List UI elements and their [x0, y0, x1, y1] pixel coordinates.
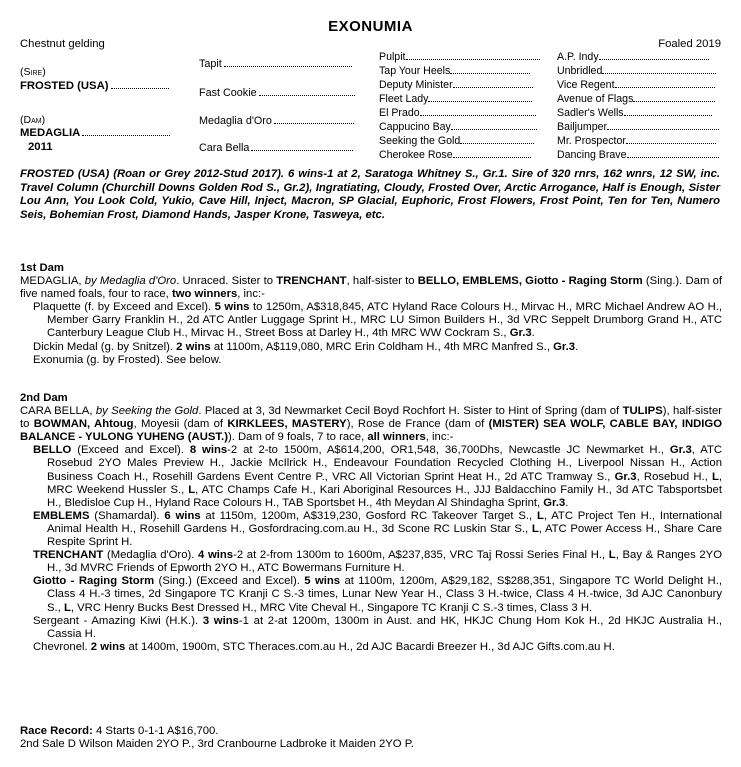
pedigree-gen2-tapit: Tapit	[199, 58, 352, 70]
pedigree-gen4-item: Dancing Brave	[557, 149, 719, 163]
dam-label: (Dam)	[20, 114, 46, 126]
foaled-year: Foaled 2019	[658, 38, 721, 50]
pedigree-gen3-item: Cherokee Rose	[379, 149, 531, 163]
pedigree-gen2-cara-bella: Cara Bella	[199, 142, 353, 154]
pedigree-gen2-medaglia-doro: Medaglia d'Oro	[199, 115, 354, 127]
dam-name: MEDAGLIA	[20, 127, 170, 139]
second-dam-description: CARA BELLA, by Seeking the Gold. Placed at 3, 3d Newmarket Cecil Boyd Rochfort H. Sister to Hint of Spring (dam of TULIPS), half-sister to BOWMAN, Ahtoug, Moyesii (dam of KIRKLEES, MASTERY), Rose de France (dam of (MISTER) SEA WOLF, CABLE BAY, INDIGO BALANCE - YULONG YUHENG (AUST.)). Dam of 9 foals, 7 to race, all winners, inc:-	[20, 405, 722, 444]
pedigree-gen3-item: Cappucino Bay	[379, 121, 537, 135]
second-dam-section	[20, 392, 722, 654]
sire-record: FROSTED (USA) (Roan or Grey 2012-Stud 2017). 6 wins-1 at 2, Saratoga Whitney S., Gr.1. Sire of 320 rnrs, 162 wnrs, 12 SW, inc. Travel Column (Churchill Downs Golden Rod S., Gr.2), Ingratiating, Cloudy, Frosted Over, Arctic Arrogance, Half is Enough, Sister Lou Ann, You Look Cold, Yukio, Cave Hill, Inject, Macron, SP Glacial, Euphoric, Frost Flowers, Frost Point, Ten for Ten, Numero Seis, Bohemian Frost, Diamond Hands, Jasper Krone, Tasweya, etc.	[20, 168, 720, 221]
first-dam-description: MEDAGLIA, by Medaglia d'Oro. Unraced. Sister to TRENCHANT, half-sister to BELLO, EMBLEMS, Giotto - Raging Storm (Sing.). Dam of five named foals, four to race, two winners, inc:-	[20, 275, 722, 301]
produce-chevronel: Chevronel. 2 wins at 1400m, 1900m, STC Theraces.com.au H., 2d AJC Bacardi Breezer H., 3d AJC Gifts.com.au H.	[33, 640, 615, 653]
pedigree-gen4-item: Vice Regent	[557, 79, 715, 93]
race-record-section	[20, 725, 722, 751]
race-record-placings: 2nd Sale D Wilson Maiden 2YO P., 3rd Cranbourne Ladbroke it Maiden 2YO P.	[20, 738, 414, 751]
produce-trenchant: TRENCHANT (Medaglia d'Oro). 4 wins-2 at 2-from 1300m to 1600m, A$237,835, VRC Taj Rossi Series Final H., L, Bay & Ranges 2YO H., 3d MVRC Friends of Epworth 2YO H., ATC Bowermans Furniture H.	[33, 549, 722, 575]
sire-label: (Sire)	[20, 66, 46, 78]
pedigree-gen3-item: Pulpit	[379, 51, 540, 65]
pedigree-gen3-item: Tap Your Heels	[379, 65, 530, 79]
pedigree-gen4-item: Mr. Prospector	[557, 135, 716, 149]
produce-plaquette: Plaquette (f. by Exceed and Excel). 5 wins to 1250m, A$318,845, ATC Hyland Race Colours H., Mirvac H., MRC Michael Andrew AO H., Member Garry Franklin H., 2d ATC Antler Luggage Sprint H., MRC LU Simon Builders H., 3d VRC Seppelt Drumborg Grand H., ATC Canterbury League Club H., Mirvac H., Street Boss at Darley H., 4th MRC WW Cockram S., Gr.3.	[33, 301, 723, 340]
pedigree-gen2-fast-cookie: Fast Cookie	[199, 87, 355, 99]
sire-name: FROSTED (USA)	[20, 80, 169, 92]
produce-giotto: Giotto - Raging Storm (Sing.) (Exceed and Excel). 5 wins at 1100m, 1200m, A$29,182, S$288,351, Singapore TC World Delight H., Class 4 H.-3 times, 2d Singapore TC Kranji C S.-3 times, Lunar New Year H., Class 3 H.-twice, Class 4 H.-twice, 3d AJC Canonbury S., L, VRC Henry Bucks Best Dressed H., MRC Vite Cheval H., Singapore TC Kranji C S.-3 times, Class 3 H.	[33, 575, 722, 614]
pedigree-gen4-item: Avenue of Flags	[557, 93, 715, 107]
first-dam-heading: 1st Dam	[20, 262, 64, 274]
pedigree-gen4-item: Unbridled	[557, 65, 716, 79]
produce-sergeant: Sergeant - Amazing Kiwi (H.K.). 3 wins-1 at 2-at 1200m, 1300m in Aust. and HK, HKJC Chung Hom Kok H., 2d HKJC Australia H., Cassia H.	[33, 614, 723, 640]
produce-exonumia: Exonumia (g. by Frosted). See below.	[33, 353, 222, 366]
pedigree-gen4-item: Bailjumper	[557, 121, 719, 135]
dam-year: 2011	[28, 141, 53, 153]
pedigree-gen4-item: Sadler's Wells	[557, 107, 712, 121]
first-dam-section	[20, 262, 722, 367]
sex-colour: Chestnut gelding	[20, 38, 105, 50]
pedigree-gen3-item: Seeking the Gold	[379, 135, 534, 149]
horse-name-title: EXONUMIA	[328, 18, 413, 35]
produce-bello: BELLO (Exceed and Excel). 8 wins-2 at 2-to 1500m, A$614,200, OR1,548, 36,700Dhs, Newcastle JC Newmarket H., Gr.3, ATC Rosebud 2YO Males Preview H., Jackie McIlrick H., Endeavour Foundation Recycled Clothing H., Liverpool Nissan H., Action Business Coach H., Rosehill Gardens Event Centre P., VRC All Victorian Sprint Heat H., 2d ATC Tramway S., Gr.3, Rosebud H., L, MRC Weekend Hussler S., L, ATC Champs Cafe H., Kari Aboriginal Resources H., JJJ Baldacchino Family H., 3d ATC Tabsportsbet H., Bledisloe Cup H., Hyland Race Colours H., TAB Sportsbet H., 4th Meydan Al Shindagha Sprint, Gr.3.	[33, 444, 722, 509]
race-record-summary: Race Record: 4 Starts 0-1-1 A$16,700.	[20, 725, 219, 737]
second-dam-heading: 2nd Dam	[20, 392, 68, 404]
pedigree-gen3-item: Deputy Minister	[379, 79, 533, 93]
pedigree-gen3-item: Fleet Lady	[379, 93, 532, 107]
produce-dickin-medal: Dickin Medal (g. by Snitzel). 2 wins at 1100m, A$119,080, MRC Erin Coldham H., 4th MRC Manfred S., Gr.3.	[33, 340, 579, 353]
pedigree-gen3-item: El Prado	[379, 107, 536, 121]
pedigree-gen4-item: A.P. Indy	[557, 51, 709, 65]
produce-emblems: EMBLEMS (Shamardal). 6 wins at 1150m, 1200m, A$319,230, Gosford RC Takeover Target S., L, ATC Project Ten H., International Animal Health H., Rosehill Gardens H., Gosfordracing.com.au H., 3d Scone RC Luskin Star S., L, ATC Power Access H., Share Care Respite Sprint H.	[33, 509, 723, 549]
